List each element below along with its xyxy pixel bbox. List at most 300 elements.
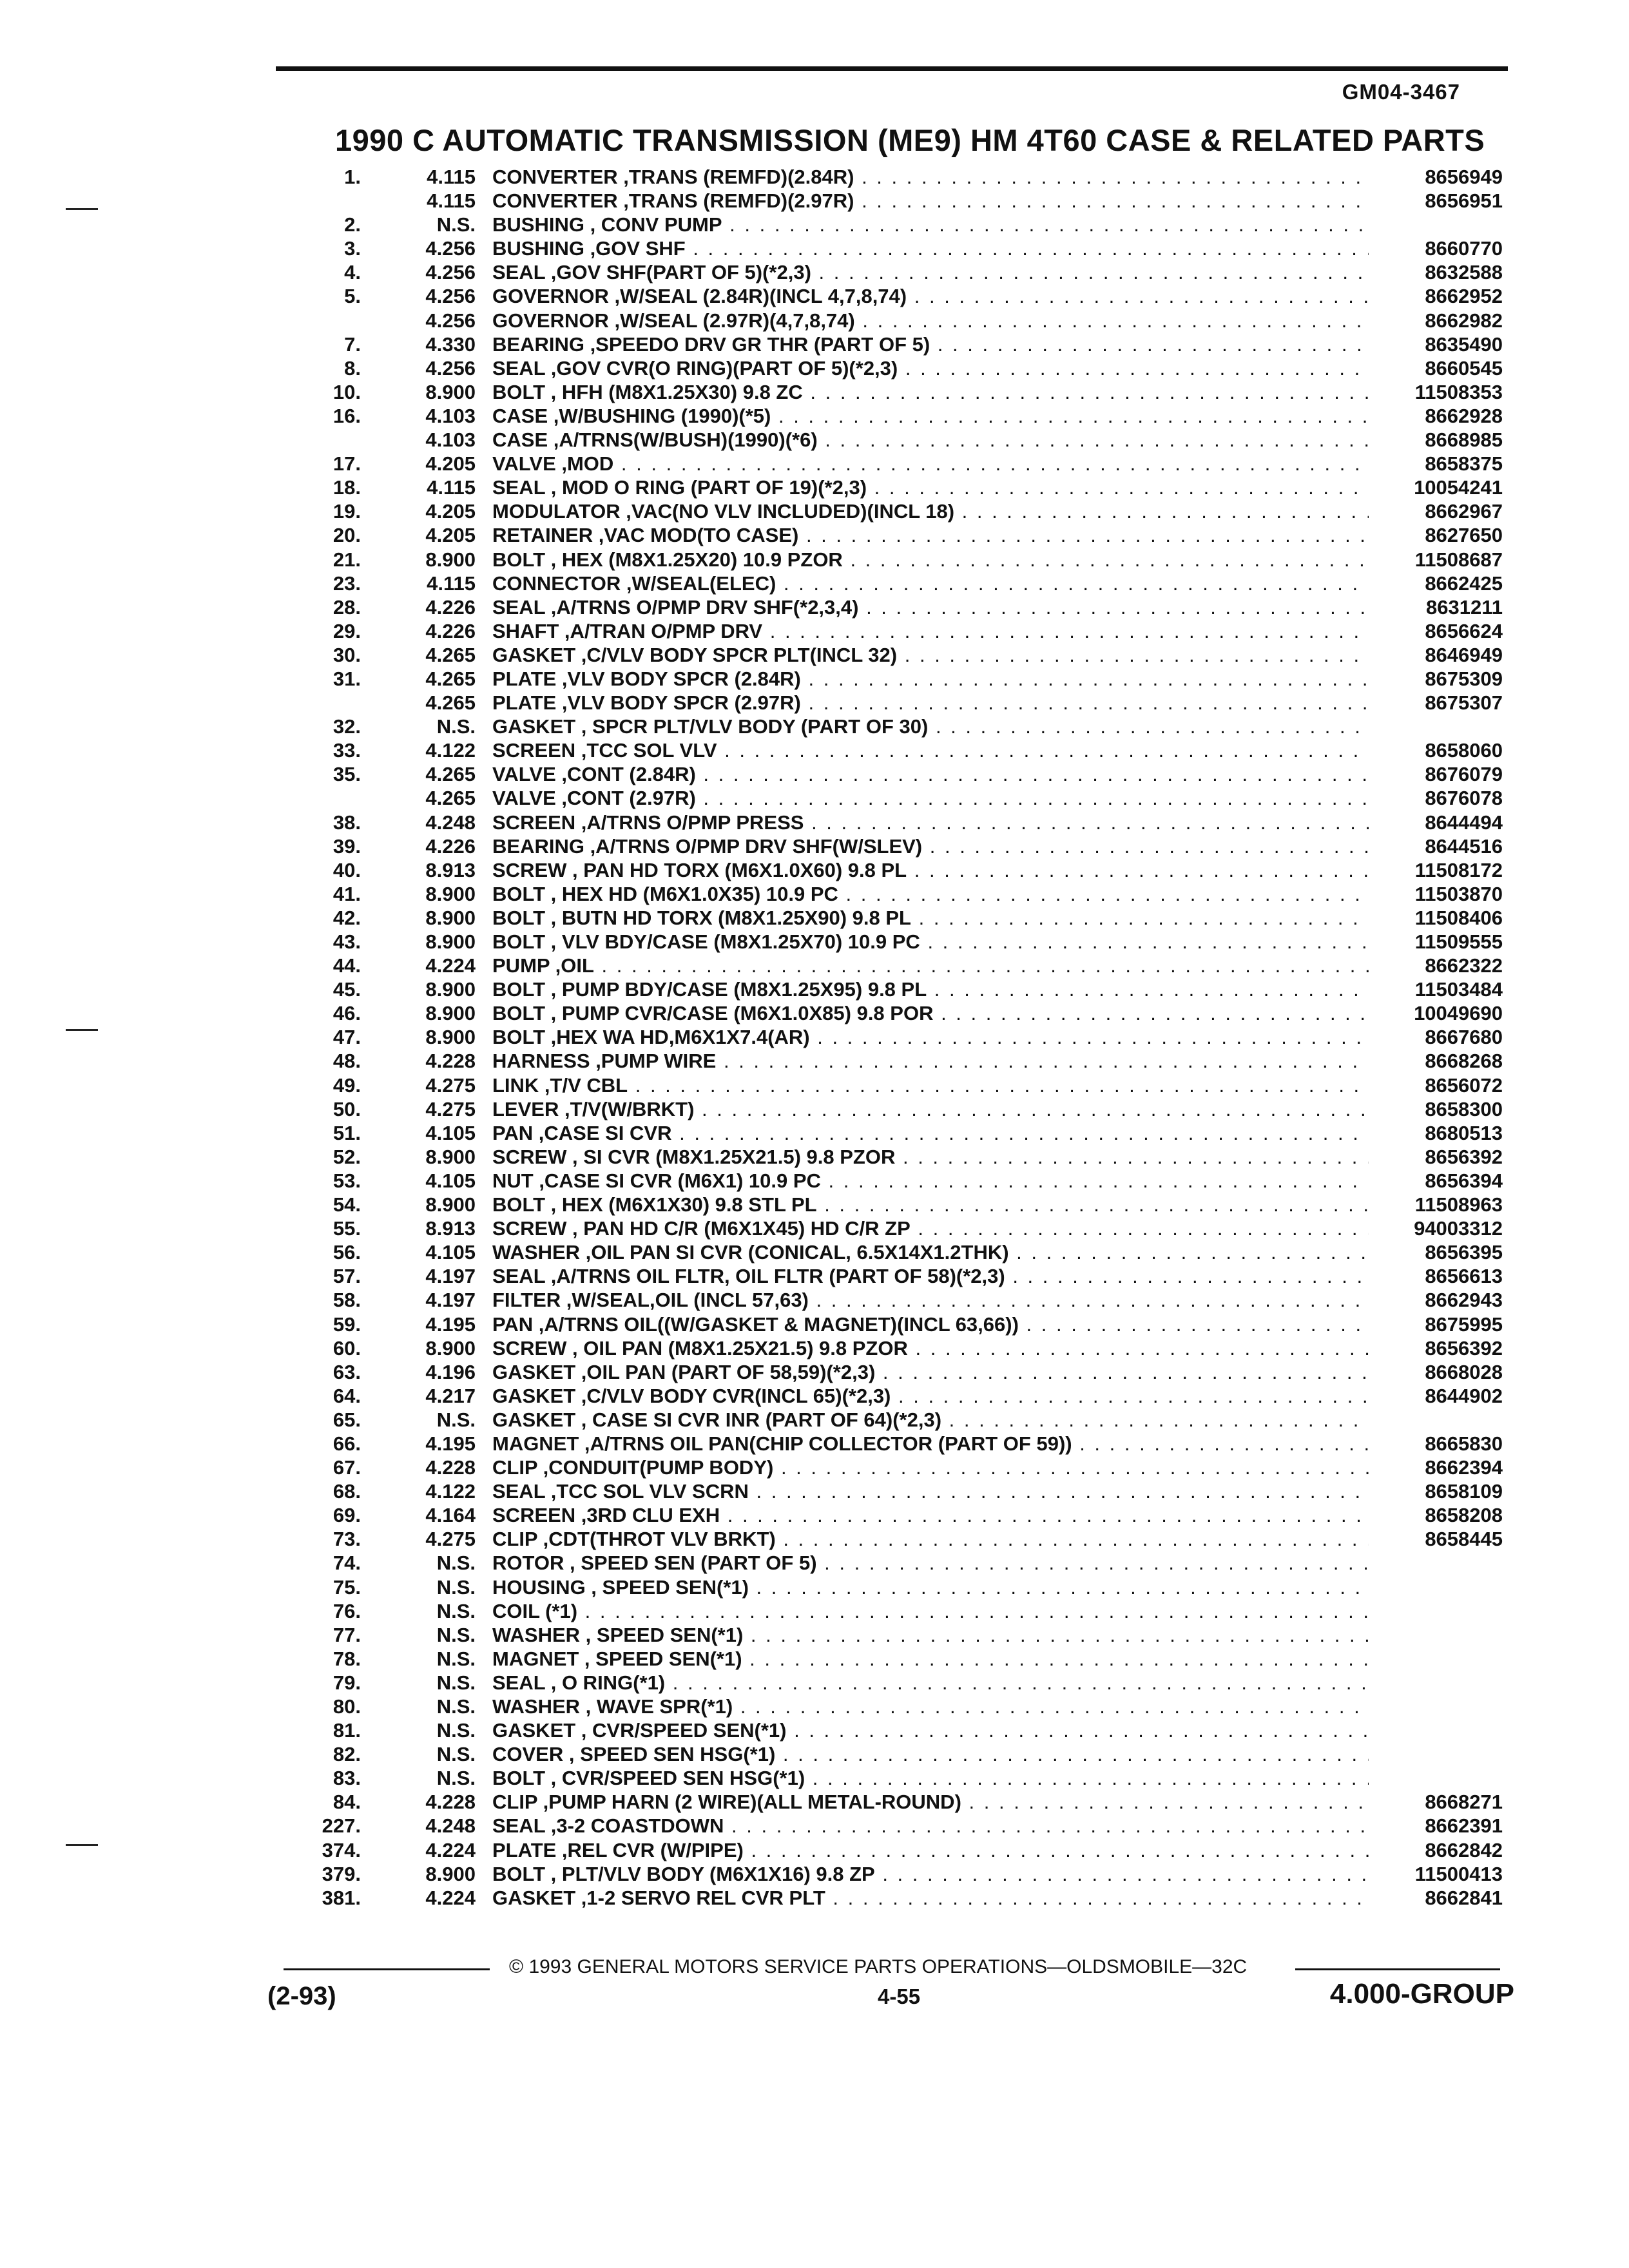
part-description: GASKET ,C/VLV BODY SPCR PLT(INCL 32) . . . xyxy=(492,643,1369,667)
part-description: CONVERTER ,TRANS (REMFD)(2.84R) . . . xyxy=(492,165,1369,189)
group-number: 4.103 xyxy=(425,428,476,452)
part-description: SEAL , O RING(*1) . . . xyxy=(492,1671,1369,1695)
table-row xyxy=(0,1049,1629,1073)
group-number: 4.105 xyxy=(425,1241,476,1264)
part-description: SCREEN ,3RD CLU EXH . . . xyxy=(492,1503,1369,1527)
part-number: 8675995 xyxy=(1425,1312,1503,1336)
table-row xyxy=(0,165,1629,189)
group-number: 4.256 xyxy=(425,261,476,284)
part-description: CASE ,A/TRNS(W/BUSH)(1990)(*6) . . . xyxy=(492,428,1369,452)
group-number: 8.900 xyxy=(425,1002,476,1025)
ref-number: 18. xyxy=(333,476,361,499)
part-number: 8656613 xyxy=(1425,1265,1503,1288)
part-description: BOLT ,HEX WA HD,M6X1X7.4(AR) . . . xyxy=(492,1025,1369,1049)
part-number: 8656951 xyxy=(1425,189,1503,213)
part-number: 8658109 xyxy=(1425,1480,1503,1503)
table-row xyxy=(0,452,1629,476)
table-row xyxy=(0,236,1629,260)
group-number: 4.205 xyxy=(425,452,476,476)
part-description: WASHER , SPEED SEN(*1) . . . xyxy=(492,1623,1369,1647)
part-number: 8656072 xyxy=(1425,1073,1503,1097)
ref-number: 41. xyxy=(333,882,361,905)
ref-number: 29. xyxy=(333,619,361,642)
part-description: LEVER ,T/V(W/BRKT) . . . xyxy=(492,1097,1369,1121)
part-description: SEAL ,GOV CVR(O RING)(PART OF 5)(*2,3) . . . xyxy=(492,356,1369,380)
group-number: N.S. xyxy=(436,1599,476,1622)
group-number: 4.256 xyxy=(425,356,476,380)
parts-list xyxy=(0,165,1629,1910)
part-number: 8668268 xyxy=(1425,1050,1503,1073)
ref-number: 7. xyxy=(344,332,361,356)
part-number: 8676079 xyxy=(1425,763,1503,786)
group-number: 4.275 xyxy=(425,1097,476,1120)
table-row xyxy=(0,213,1629,236)
part-description: CLIP ,CONDUIT(PUMP BODY) . . . xyxy=(492,1456,1369,1479)
ref-number: 1. xyxy=(344,166,361,188)
part-description: COIL (*1) . . . xyxy=(492,1599,1369,1623)
table-row xyxy=(0,189,1629,213)
table-row xyxy=(0,476,1629,499)
part-description: GASKET ,C/VLV BODY CVR(INCL 65)(*2,3) . . . xyxy=(492,1384,1369,1408)
ref-number: 59. xyxy=(333,1312,361,1336)
ref-number: 21. xyxy=(333,548,361,571)
group-number: 4.105 xyxy=(425,1169,476,1192)
part-description: MAGNET , SPEED SEN(*1) . . . xyxy=(492,1647,1369,1671)
part-number: 11508963 xyxy=(1414,1193,1503,1216)
part-description: PLATE ,VLV BODY SPCR (2.97R) . . . xyxy=(492,691,1369,715)
group-number: 4.195 xyxy=(425,1432,476,1455)
table-row xyxy=(0,667,1629,691)
part-number: 8680513 xyxy=(1425,1121,1503,1144)
part-number: 8662952 xyxy=(1425,285,1503,308)
ref-number: 374. xyxy=(322,1838,361,1861)
table-row xyxy=(0,691,1629,715)
table-row xyxy=(0,1336,1629,1360)
group-number: 8.900 xyxy=(425,1336,476,1360)
header-rule xyxy=(276,66,1508,71)
part-number: 8662391 xyxy=(1425,1814,1503,1838)
table-row xyxy=(0,523,1629,547)
table-row xyxy=(0,786,1629,810)
part-number: 8644902 xyxy=(1425,1384,1503,1407)
part-description: SCREW , SI CVR (M8X1.25X21.5) 9.8 PZOR . . . xyxy=(492,1145,1369,1169)
group-number: 4.105 xyxy=(425,1121,476,1144)
group-number: N.S. xyxy=(436,715,476,738)
part-description: HARNESS ,PUMP WIRE . . . xyxy=(492,1049,1369,1073)
table-row xyxy=(0,858,1629,882)
ref-number: 10. xyxy=(333,380,361,403)
part-description: GASKET , SPCR PLT/VLV BODY (PART OF 30) . . . xyxy=(492,715,1369,738)
part-number: 11509555 xyxy=(1414,930,1503,953)
ref-number: 76. xyxy=(333,1599,361,1622)
ref-number: 46. xyxy=(333,1002,361,1025)
part-number: 8658300 xyxy=(1425,1097,1503,1120)
part-number: 8660770 xyxy=(1425,237,1503,260)
part-number: 94003312 xyxy=(1414,1217,1503,1240)
table-row xyxy=(0,1121,1629,1145)
part-number: 8676078 xyxy=(1425,787,1503,810)
part-description: CLIP ,PUMP HARN (2 WIRE)(ALL METAL-ROUND) . . . xyxy=(492,1790,1369,1814)
table-row xyxy=(0,1001,1629,1025)
group-number: N.S. xyxy=(436,1767,476,1790)
part-number: 8635490 xyxy=(1425,332,1503,356)
group-number: N.S. xyxy=(436,213,476,236)
part-description: WASHER , WAVE SPR(*1) . . . xyxy=(492,1695,1369,1718)
part-description: SHAFT ,A/TRAN O/PMP DRV . . . xyxy=(492,619,1369,643)
part-description: GASKET ,OIL PAN (PART OF 58,59)(*2,3) . . . xyxy=(492,1360,1369,1384)
group-number: 4.196 xyxy=(425,1360,476,1383)
part-description: BOLT , HFH (M8X1.25X30) 9.8 ZC . . . xyxy=(492,380,1369,404)
part-number: 11508353 xyxy=(1414,380,1503,403)
ref-number: 47. xyxy=(333,1026,361,1049)
ref-number: 45. xyxy=(333,978,361,1001)
ref-number: 31. xyxy=(333,667,361,690)
table-row xyxy=(0,595,1629,619)
ref-number: 52. xyxy=(333,1145,361,1168)
part-description: BOLT , CVR/SPEED SEN HSG(*1) . . . xyxy=(492,1766,1369,1790)
group-number: 8.913 xyxy=(425,858,476,881)
group-number: 4.256 xyxy=(425,285,476,308)
ref-number: 53. xyxy=(333,1169,361,1192)
table-row xyxy=(0,882,1629,906)
part-description: CONNECTOR ,W/SEAL(ELEC) . . . xyxy=(492,572,1369,595)
part-description: SEAL ,GOV SHF(PART OF 5)(*2,3) . . . xyxy=(492,260,1369,284)
ref-number: 67. xyxy=(333,1456,361,1479)
ref-number: 81. xyxy=(333,1719,361,1742)
table-row xyxy=(0,499,1629,523)
group-number: 4.224 xyxy=(425,1838,476,1861)
part-description: SEAL ,A/TRNS O/PMP DRV SHF(*2,3,4) . . . xyxy=(492,595,1369,619)
table-row xyxy=(0,1264,1629,1288)
part-description: GASKET , CASE SI CVR INR (PART OF 64)(*2,3) . . . xyxy=(492,1408,1369,1432)
table-row xyxy=(0,1718,1629,1742)
table-row xyxy=(0,1240,1629,1264)
group-number: 8.900 xyxy=(425,906,476,929)
part-number: 11503870 xyxy=(1414,882,1503,905)
part-description: PLATE ,REL CVR (W/PIPE) . . . xyxy=(492,1838,1369,1862)
part-number: 8662967 xyxy=(1425,500,1503,523)
group-number: 4.256 xyxy=(425,309,476,332)
table-row xyxy=(0,1599,1629,1623)
ref-number: 60. xyxy=(333,1336,361,1360)
part-number: 8656394 xyxy=(1425,1169,1503,1192)
margin-mark xyxy=(66,1029,98,1031)
ref-number: 65. xyxy=(333,1408,361,1431)
document-code: GM04-3467 xyxy=(1342,80,1460,104)
copyright-notice: © 1993 GENERAL MOTORS SERVICE PARTS OPERATIONS—OLDSMOBILE—32C xyxy=(509,1956,1248,1977)
part-description: CLIP ,CDT(THROT VLV BRKT) . . . xyxy=(492,1527,1369,1551)
margin-mark xyxy=(66,1844,98,1846)
ref-number: 30. xyxy=(333,643,361,666)
part-description: GASKET , CVR/SPEED SEN(*1) . . . xyxy=(492,1718,1369,1742)
part-number: 11508172 xyxy=(1414,858,1503,881)
part-description: BUSHING ,GOV SHF . . . xyxy=(492,236,1369,260)
part-description: SCREEN ,TCC SOL VLV . . . xyxy=(492,738,1369,762)
group-number: N.S. xyxy=(436,1408,476,1431)
table-row xyxy=(0,1551,1629,1575)
ref-number: 8. xyxy=(344,356,361,380)
part-number: 8662943 xyxy=(1425,1289,1503,1312)
part-description: GASKET ,1-2 SERVO REL CVR PLT . . . xyxy=(492,1886,1369,1910)
part-description: BEARING ,A/TRNS O/PMP DRV SHF(W/SLEV) . . . xyxy=(492,834,1369,858)
ref-number: 73. xyxy=(333,1528,361,1551)
group-number: N.S. xyxy=(436,1552,476,1575)
part-number: 8632588 xyxy=(1425,261,1503,284)
ref-number: 379. xyxy=(322,1862,361,1885)
part-description: MAGNET ,A/TRNS OIL PAN(CHIP COLLECTOR (PART OF 59)) . . . xyxy=(492,1432,1369,1456)
part-number: 11503484 xyxy=(1414,978,1503,1001)
table-row xyxy=(0,1432,1629,1456)
part-number: 8662928 xyxy=(1425,404,1503,427)
table-row xyxy=(0,1503,1629,1527)
part-description: SEAL ,TCC SOL VLV SCRN . . . xyxy=(492,1479,1369,1503)
table-row xyxy=(0,1384,1629,1408)
table-row xyxy=(0,811,1629,834)
group-number: 8.900 xyxy=(425,978,476,1001)
group-number: 4.224 xyxy=(425,954,476,977)
part-description: VALVE ,MOD . . . xyxy=(492,452,1369,476)
ref-number: 77. xyxy=(333,1623,361,1646)
ref-number: 58. xyxy=(333,1289,361,1312)
part-number: 8631211 xyxy=(1426,595,1503,619)
ref-number: 28. xyxy=(333,595,361,619)
part-description: BUSHING , CONV PUMP . . . xyxy=(492,213,1369,236)
group-number: N.S. xyxy=(436,1695,476,1718)
group-number: 4.115 xyxy=(427,476,476,499)
ref-number: 33. xyxy=(333,739,361,762)
table-row xyxy=(0,404,1629,428)
margin-mark xyxy=(66,208,98,210)
part-number: 8656392 xyxy=(1425,1145,1503,1168)
ref-number: 23. xyxy=(333,572,361,595)
table-row xyxy=(0,309,1629,332)
table-row xyxy=(0,1886,1629,1910)
page-number: 4-55 xyxy=(878,1984,921,2008)
part-number: 8667680 xyxy=(1425,1026,1503,1049)
part-description: COVER , SPEED SEN HSG(*1) . . . xyxy=(492,1742,1369,1766)
table-row xyxy=(0,572,1629,595)
table-row xyxy=(0,954,1629,977)
ref-number: 2. xyxy=(344,213,361,236)
group-number: 4.197 xyxy=(425,1265,476,1288)
group-number: 8.900 xyxy=(425,1193,476,1216)
part-number: 8665830 xyxy=(1425,1432,1503,1455)
part-description: SCREEN ,A/TRNS O/PMP PRESS . . . xyxy=(492,811,1369,834)
table-row xyxy=(0,284,1629,308)
group-number: 4.205 xyxy=(425,524,476,547)
group-number: N.S. xyxy=(436,1623,476,1646)
part-number: 8656624 xyxy=(1425,619,1503,642)
table-row xyxy=(0,1527,1629,1551)
part-description: SCREW , OIL PAN (M8X1.25X21.5) 9.8 PZOR . . . xyxy=(492,1336,1369,1360)
table-row xyxy=(0,1025,1629,1049)
table-row xyxy=(0,1838,1629,1862)
table-row xyxy=(0,1695,1629,1718)
group-number: N.S. xyxy=(436,1743,476,1766)
part-description: BOLT , HEX (M8X1.25X20) 10.9 PZOR . . . xyxy=(492,548,1369,572)
table-row xyxy=(0,619,1629,643)
table-row xyxy=(0,1073,1629,1097)
group-number: 8.900 xyxy=(425,1862,476,1885)
part-number: 8662841 xyxy=(1425,1886,1503,1909)
group-number: N.S. xyxy=(436,1671,476,1694)
ref-number: 80. xyxy=(333,1695,361,1718)
part-number: 8658375 xyxy=(1425,452,1503,476)
group-number: 4.228 xyxy=(425,1456,476,1479)
ref-number: 57. xyxy=(333,1265,361,1288)
group-number: 8.900 xyxy=(425,1026,476,1049)
table-row xyxy=(0,356,1629,380)
part-description: ROTOR , SPEED SEN (PART OF 5) . . . xyxy=(492,1551,1369,1575)
group-number: 4.103 xyxy=(425,404,476,427)
table-row xyxy=(0,738,1629,762)
ref-number: 83. xyxy=(333,1767,361,1790)
ref-number: 48. xyxy=(333,1050,361,1073)
group-number: 4.115 xyxy=(427,572,476,595)
ref-number: 54. xyxy=(333,1193,361,1216)
page-title: 1990 C AUTOMATIC TRANSMISSION (ME9) HM 4T60 CASE & RELATED PARTS xyxy=(335,123,1485,157)
ref-number: 44. xyxy=(333,954,361,977)
table-row xyxy=(0,1742,1629,1766)
ref-number: 82. xyxy=(333,1743,361,1766)
part-number: 8662425 xyxy=(1425,572,1503,595)
part-description: RETAINER ,VAC MOD(TO CASE) . . . xyxy=(492,523,1369,547)
ref-number: 55. xyxy=(333,1217,361,1240)
ref-number: 5. xyxy=(344,285,361,308)
part-description: SCREW , PAN HD C/R (M6X1X45) HD C/R ZP . . . xyxy=(492,1216,1369,1240)
group-number: 4.265 xyxy=(425,787,476,810)
part-number: 8656949 xyxy=(1425,166,1503,188)
ref-number: 381. xyxy=(322,1886,361,1909)
group-number: 4.275 xyxy=(425,1528,476,1551)
table-row xyxy=(0,260,1629,284)
part-number: 8658060 xyxy=(1425,739,1503,762)
part-number: 8662322 xyxy=(1425,954,1503,977)
group-number: 4.115 xyxy=(427,189,476,213)
part-description: BOLT , VLV BDY/CASE (M8X1.25X70) 10.9 PC . . . xyxy=(492,930,1369,954)
ref-number: 79. xyxy=(333,1671,361,1694)
group-number: 4.265 xyxy=(425,667,476,690)
group-number: 4.226 xyxy=(425,834,476,858)
table-row xyxy=(0,762,1629,786)
ref-number: 74. xyxy=(333,1552,361,1575)
group-number: 8.900 xyxy=(425,930,476,953)
part-description: SEAL ,3-2 COASTDOWN . . . xyxy=(492,1814,1369,1838)
table-row xyxy=(0,1145,1629,1169)
part-number: 10054241 xyxy=(1414,476,1503,499)
part-number: 8662842 xyxy=(1425,1838,1503,1861)
part-description: PUMP ,OIL . . . xyxy=(492,954,1369,977)
part-description: CASE ,W/BUSHING (1990)(*5) . . . xyxy=(492,404,1369,428)
part-description: BOLT , HEX (M6X1X30) 9.8 STL PL . . . xyxy=(492,1193,1369,1216)
table-row xyxy=(0,643,1629,667)
ref-number: 49. xyxy=(333,1073,361,1097)
ref-number: 38. xyxy=(333,811,361,834)
table-row xyxy=(0,1408,1629,1432)
table-row xyxy=(0,1479,1629,1503)
part-number: 8662394 xyxy=(1425,1456,1503,1479)
ref-number: 66. xyxy=(333,1432,361,1455)
table-row xyxy=(0,977,1629,1001)
group-number: 4.248 xyxy=(425,811,476,834)
part-number: 8662982 xyxy=(1425,309,1503,332)
part-number: 8660545 xyxy=(1425,356,1503,380)
table-row xyxy=(0,1671,1629,1695)
part-description: VALVE ,CONT (2.97R) . . . xyxy=(492,786,1369,810)
part-description: BOLT , PUMP BDY/CASE (M8X1.25X95) 9.8 PL . . . xyxy=(492,977,1369,1001)
group-number: 4.224 xyxy=(425,1886,476,1909)
part-number: 8627650 xyxy=(1425,524,1503,547)
ref-number: 32. xyxy=(333,715,361,738)
group-number: 8.900 xyxy=(425,882,476,905)
part-description: BEARING ,SPEEDO DRV GR THR (PART OF 5) . . . xyxy=(492,332,1369,356)
table-row xyxy=(0,380,1629,404)
group-number: 4.226 xyxy=(425,595,476,619)
table-row xyxy=(0,1288,1629,1312)
part-description: SEAL , MOD O RING (PART OF 19)(*2,3) . . . xyxy=(492,476,1369,499)
ref-number: 51. xyxy=(333,1121,361,1144)
part-description: SEAL ,A/TRNS OIL FLTR, OIL FLTR (PART OF 58)(*2,3) . . . xyxy=(492,1264,1369,1288)
footer-rule-left xyxy=(284,1968,490,1970)
part-number: 8658208 xyxy=(1425,1504,1503,1527)
table-row xyxy=(0,1575,1629,1599)
part-description: BOLT , BUTN HD TORX (M8X1.25X90) 9.8 PL . . . xyxy=(492,906,1369,930)
table-row xyxy=(0,1766,1629,1790)
ref-number: 84. xyxy=(333,1791,361,1814)
group-number: 4.265 xyxy=(425,643,476,666)
group-number: N.S. xyxy=(436,1575,476,1599)
part-description: NUT ,CASE SI CVR (M6X1) 10.9 PC . . . xyxy=(492,1169,1369,1193)
group-number: 4.265 xyxy=(425,763,476,786)
part-description: FILTER ,W/SEAL,OIL (INCL 57,63) . . . xyxy=(492,1288,1369,1312)
ref-number: 68. xyxy=(333,1480,361,1503)
ref-number: 40. xyxy=(333,858,361,881)
table-row xyxy=(0,332,1629,356)
part-number: 8675307 xyxy=(1425,691,1503,715)
ref-number: 17. xyxy=(333,452,361,476)
group-number: 4.228 xyxy=(425,1791,476,1814)
ref-number: 56. xyxy=(333,1241,361,1264)
group-number: 4.275 xyxy=(425,1073,476,1097)
table-row xyxy=(0,1623,1629,1647)
ref-number: 69. xyxy=(333,1504,361,1527)
part-description: PLATE ,VLV BODY SPCR (2.84R) . . . xyxy=(492,667,1369,691)
part-description: SCREW , PAN HD TORX (M6X1.0X60) 9.8 PL . . . xyxy=(492,858,1369,882)
table-row xyxy=(0,1862,1629,1886)
table-row xyxy=(0,548,1629,572)
ref-number: 63. xyxy=(333,1360,361,1383)
group-number: 4.115 xyxy=(427,166,476,188)
group-number: 4.256 xyxy=(425,237,476,260)
ref-number: 43. xyxy=(333,930,361,953)
table-row xyxy=(0,1647,1629,1671)
ref-number: 35. xyxy=(333,763,361,786)
ref-number: 20. xyxy=(333,524,361,547)
ref-number: 42. xyxy=(333,906,361,929)
group-number: 4.195 xyxy=(425,1312,476,1336)
part-number: 8656392 xyxy=(1425,1336,1503,1360)
part-number: 11500413 xyxy=(1414,1862,1503,1885)
part-description: BOLT , HEX HD (M6X1.0X35) 10.9 PC . . . xyxy=(492,882,1369,906)
table-row xyxy=(0,834,1629,858)
table-row xyxy=(0,1456,1629,1479)
table-row xyxy=(0,1193,1629,1216)
ref-number: 75. xyxy=(333,1575,361,1599)
date-code: (2-93) xyxy=(267,1982,336,2010)
group-number: 4.217 xyxy=(425,1384,476,1407)
group-number: 4.197 xyxy=(425,1289,476,1312)
group-number: 8.900 xyxy=(425,548,476,571)
